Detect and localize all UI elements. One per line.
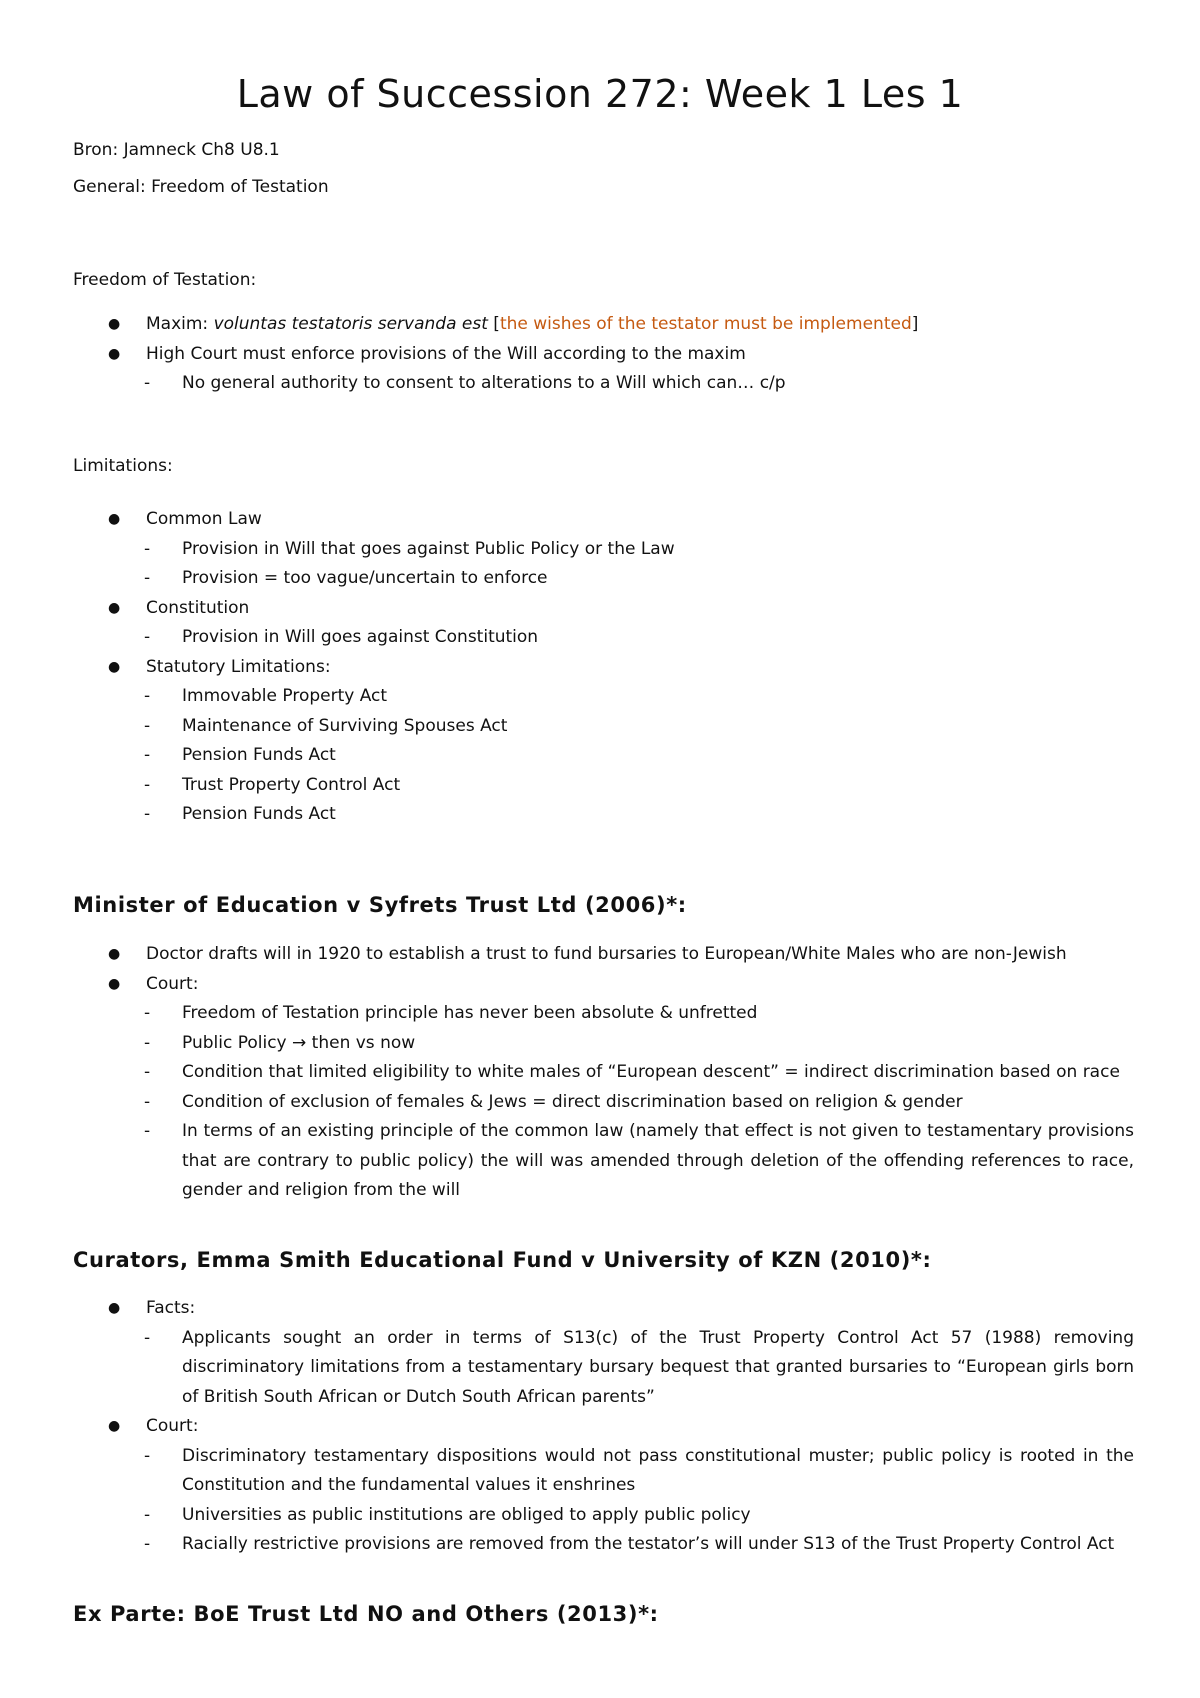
source-line: Bron: Jamneck Ch8 U8.1 [73,140,280,160]
list-item [0,594,1200,624]
sub-list-item [0,369,1200,399]
sub-item-text: Racially restrictive provisions are removed from the testator’s will under S13 of the Trust Property Control Act [182,1534,1115,1554]
sub-list-item [0,1117,1200,1206]
sub-item-text: Universities as public institutions are obliged to apply public policy [182,1504,751,1525]
sub-list-item [0,564,1200,594]
sub-item-text: Public Policy → then vs now [182,1032,416,1053]
sub-list-item [0,1501,1200,1531]
common-law-label: Common Law [146,509,262,529]
dash-icon: - [144,1003,151,1023]
sub-item-text: Condition that limited eligibility to white males of “European descent” = indirect discrimination based on race [182,1062,1120,1082]
court-label: Court: [146,1416,199,1436]
sub-item-text: Immovable Property Act [182,686,388,706]
sub-list-item [0,1029,1200,1059]
bullet-icon: ● [108,316,121,332]
sub-list-item [0,535,1200,565]
sub-item-text: Provision = too vague/uncertain to enforce [182,568,548,588]
bullet-icon: ● [108,345,121,362]
list-item [0,970,1200,1000]
sub-item-text: Maintenance of Surviving Spouses Act [182,715,508,736]
maxim-latin: voluntas testatoris servanda est [213,314,488,334]
facts-label: Facts: [146,1298,196,1318]
list-item [0,310,1200,340]
dash-icon: - [144,568,151,588]
sub-item-text: Pension Funds Act [182,804,336,824]
bullet-icon: ● [108,1418,121,1434]
list-item-text: Doctor drafts will in 1920 to establish a trust to fund bursaries to European/White Males who are non-Jewish [146,944,1067,964]
sub-list-item [0,771,1200,801]
case2-list [0,1294,1200,1560]
list-item [0,940,1200,970]
court-label: Court: [146,973,199,994]
dash-icon: - [144,804,151,824]
dash-icon: - [144,1327,151,1348]
sub-list-item [0,1324,1200,1413]
no-authority-text: No general authority to consent to alterations to a Will which can… c/p [182,373,786,393]
freedom-list [0,310,1200,399]
high-court-text: High Court must enforce provisions of the Will according to the maxim [146,343,746,364]
dash-icon: - [144,1445,151,1466]
sub-list-item [0,1088,1200,1118]
case-heading-emma-smith: Curators, Emma Smith Educational Fund v University of KZN (2010)*: [73,1248,932,1272]
dash-icon: - [144,1032,151,1053]
bullet-icon: ● [108,599,121,616]
freedom-heading: Freedom of Testation: [73,270,257,290]
dash-icon: - [144,1091,151,1112]
dash-icon: - [144,373,151,393]
sub-list-item [0,1058,1200,1088]
dash-icon: - [144,745,151,765]
general-line: General: Freedom of Testation [73,177,329,197]
list-item [0,653,1200,683]
sub-item-text: Freedom of Testation principle has never been absolute & unfretted [182,1003,758,1023]
constitution-label: Constitution [146,597,250,618]
dash-icon: - [144,686,151,706]
dash-icon: - [144,538,151,559]
sub-item-text: Discriminatory testamentary dispositions would not pass constitutional muster; public policy is rooted in the Constitution and the fundamental values it enshrines [182,1445,1134,1495]
maxim-prefix: Maxim: [146,314,214,334]
dash-icon: - [144,1534,151,1554]
dash-icon: - [144,1121,151,1141]
list-item [0,1294,1200,1324]
sub-item-text: Pension Funds Act [182,745,336,765]
sub-item-text: Applicants sought an order in terms of S13(c) of the Trust Property Control Act 57 (1988) removing discriminatory limitations from a testamentary bursary bequest that granted bursaries to “European girls born of British South African or Dutch South African parents” [182,1327,1134,1407]
sub-list-item [0,712,1200,742]
sub-list-item [0,1530,1200,1560]
maxim-close: ] [911,314,919,334]
statutory-label: Statutory Limitations: [146,656,331,677]
sub-item-text: Provision in Will goes against Constitution [182,627,539,647]
sub-item-text: Condition of exclusion of females & Jews = direct discrimination based on religion & gender [182,1091,963,1112]
sub-list-item [0,1442,1200,1501]
limitations-list [0,505,1200,830]
case-heading-syfrets: Minister of Education v Syfrets Trust Ltd (2006)*: [73,893,687,917]
sub-item-text: Provision in Will that goes against Public Policy or the Law [182,538,675,559]
bullet-icon: ● [108,511,121,527]
bullet-icon: ● [108,658,121,675]
sub-list-item [0,741,1200,771]
bullet-icon: ● [108,946,121,962]
case1-list [0,940,1200,1206]
list-item [0,1412,1200,1442]
dash-icon: - [144,1504,151,1525]
maxim-open: [ [487,314,500,334]
dash-icon: - [144,715,151,736]
sub-list-item [0,623,1200,653]
page-title: Law of Succession 272: Week 1 Les 1 [236,72,964,116]
sub-item-text: In terms of an existing principle of the common law (namely that effect is not given to testamentary provisions that are contrary to public policy) the will was amended through deletion of the offending references to race, gender and religion from the will [182,1121,1134,1200]
sub-list-item [0,800,1200,830]
maxim-translation: the wishes of the testator must be implemented [499,314,912,334]
limitations-heading: Limitations: [73,456,173,476]
dash-icon: - [144,774,151,795]
list-item [0,340,1200,370]
sub-list-item [0,999,1200,1029]
bullet-icon: ● [108,1300,121,1316]
case-heading-boe: Ex Parte: BoE Trust Ltd NO and Others (2013)*: [73,1602,659,1626]
sub-item-text: Trust Property Control Act [182,774,401,795]
dash-icon: - [144,627,151,647]
dash-icon: - [144,1062,151,1082]
list-item [0,505,1200,535]
bullet-icon: ● [108,975,121,992]
sub-list-item [0,682,1200,712]
